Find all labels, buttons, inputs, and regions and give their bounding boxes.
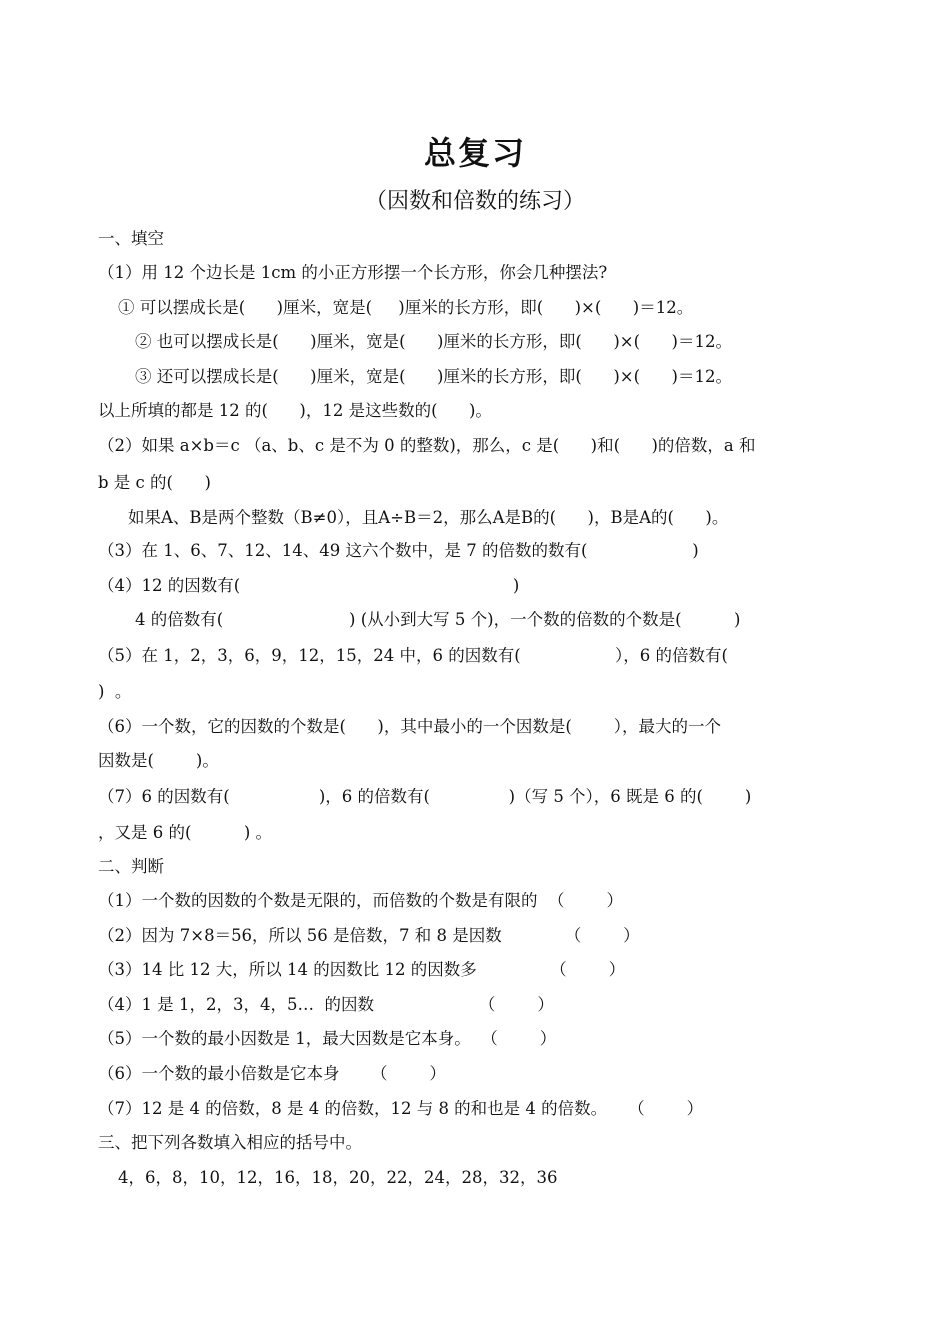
q2-line-1: （2）如果 a×b＝c （a、b、c 是不为 0 的整数)，那么，c 是( )和( )的倍数，a 和 (98, 436, 756, 455)
q1-summary: 以上所填的都是 12 的( )，12 是这些数的( )。 (98, 401, 492, 420)
q1-option-3: ③ 还可以摆成长是( )厘米，宽是( )厘米的长方形，即( )×( )＝12。 (135, 367, 732, 386)
q5-line-1: （5）在 1，2，3，6，9，12，15，24 中，6 的因数有( ），6 的倍数有( (98, 646, 728, 665)
page-title: 总复习 (423, 134, 526, 172)
judge-item-5: （5）一个数的最小因数是 1，最大因数是它本身。 （ ） (98, 1029, 557, 1048)
q1-option-1: ① 可以摆成长是( )厘米，宽是( )厘米的长方形，即( )×( )＝12。 (118, 298, 694, 317)
q4-line-2: 4 的倍数有( ) (从小到大写 5 个)，一个数的倍数的个数是( ) (135, 610, 741, 629)
q7-line-2: ，又是 6 的( ) 。 (98, 823, 273, 842)
judge-item-7: （7）12 是 4 的倍数，8 是 4 的倍数，12 与 8 的和也是 4 的倍数。 （ ） (98, 1099, 704, 1118)
q2-line-2: b 是 c 的( ) (98, 473, 211, 492)
section-3-heading: 三、把下列各数填入相应的括号中。 (98, 1133, 362, 1152)
section-1-heading: 一、填空 (98, 229, 164, 248)
page-subtitle: （因数和倍数的练习） (364, 189, 585, 214)
q1-option-2: ② 也可以摆成长是( )厘米，宽是( )厘米的长方形，即( )×( )＝12。 (135, 332, 732, 351)
judge-item-6: （6）一个数的最小倍数是它本身 （ ） (98, 1064, 446, 1083)
number-list: 4，6，8，10，12，16，18，20，22，24，28，32，36 (118, 1168, 558, 1187)
judge-item-4: （4）1 是 1，2，3，4，5… 的因数 （ ） (98, 995, 554, 1014)
q3: （3）在 1、6、7、12、14、49 这六个数中，是 7 的倍数的数有( ) (98, 541, 699, 560)
judge-item-1: （1）一个数的因数的个数是无限的，而倍数的个数是有限的 （ ） (98, 891, 623, 910)
q7-line-1: （7）6 的因数有( )，6 的倍数有( )（写 5 个），6 既是 6 的( ) (98, 787, 752, 806)
q4-line-1: （4）12 的因数有( ) (98, 576, 520, 595)
judge-item-2: （2）因为 7×8＝56，所以 56 是倍数，7 和 8 是因数 （ ） (98, 926, 640, 945)
q5-line-2: ) 。 (98, 682, 132, 701)
q6-line-1: （6）一个数，它的因数的个数是( )，其中最小的一个因数是( ），最大的一个 (98, 717, 721, 736)
q2-line-3: 如果A、B是两个整数（B≠0），且A÷B＝2，那么A是B的( )，B是A的( )。 (128, 508, 729, 527)
q1-stem: （1）用 12 个边长是 1cm 的小正方形摆一个长方形，你会几种摆法? (98, 263, 608, 282)
section-2-heading: 二、判断 (98, 857, 164, 876)
q6-line-2: 因数是( )。 (98, 751, 219, 770)
judge-item-3: （3）14 比 12 大，所以 14 的因数比 12 的因数多 （ ） (98, 960, 626, 979)
